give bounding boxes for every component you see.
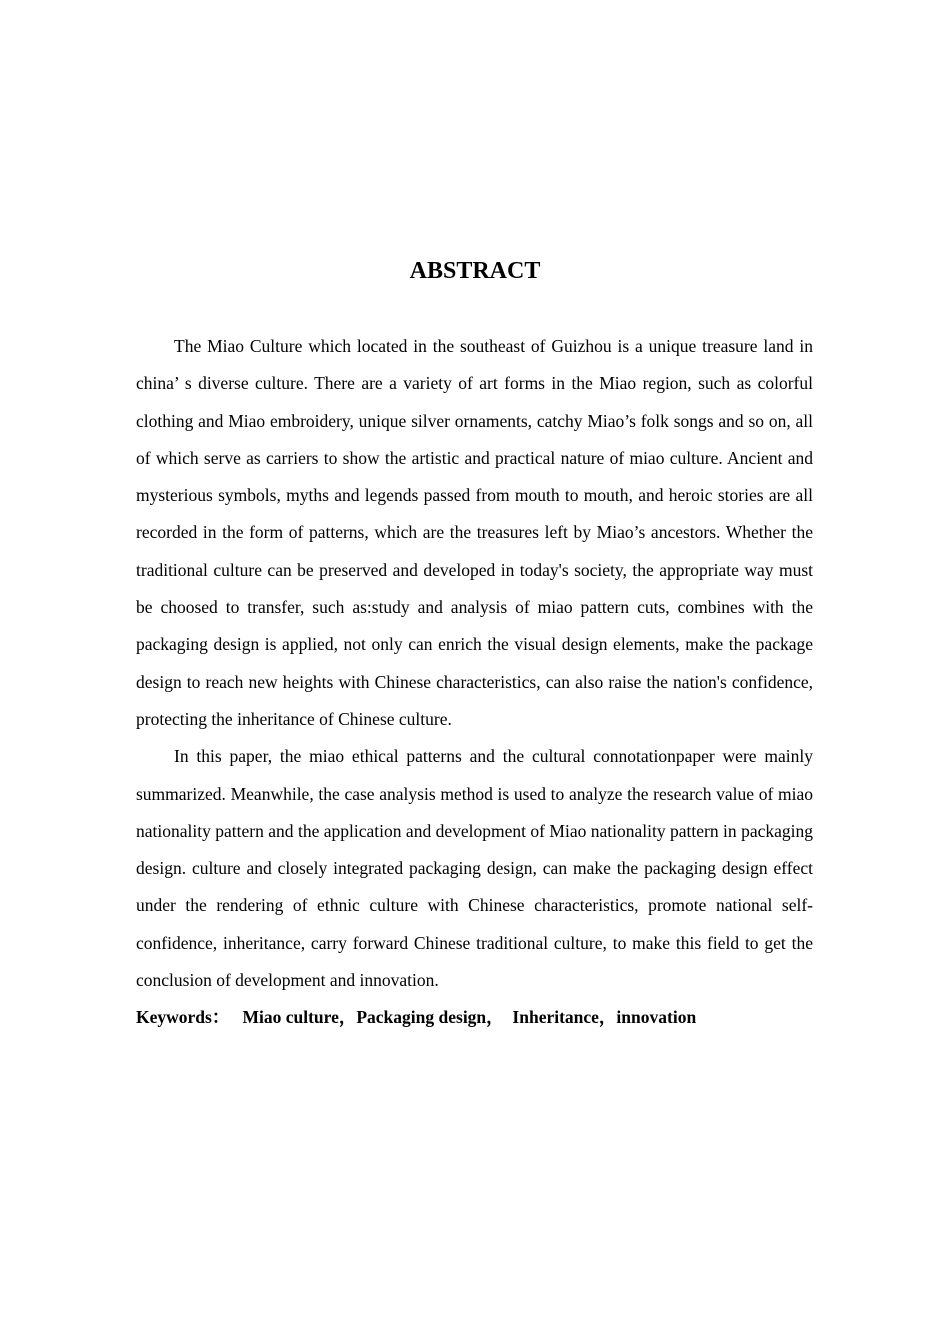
abstract-body bbox=[136, 328, 813, 1037]
abstract-paragraph-2: In this paper, the miao ethical patterns and the cultural connotationpaper were mainly summarized. Meanwhile, the case analysis method is used to analyze the research value of miao nationality pattern and the application and development of Miao nationality pattern in packaging design. culture and closely integrated packaging design, can make the packaging design effect under the rendering of ethnic culture with Chinese characteristics, promote national self-confidence, inheritance, carry forward Chinese traditional culture, to make this field to get the conclusion of development and innovation. bbox=[136, 746, 813, 991]
keywords-line bbox=[136, 999, 813, 1036]
keywords-label: Keywords： bbox=[136, 1007, 230, 1028]
abstract-paragraph-1: The Miao Culture which located in the southeast of Guizhou is a unique treasure land in china’ s diverse culture. There are a variety of art forms in the Miao region, such as colorful clothing and Miao embroidery, unique silver ornaments, catchy Miao’s folk songs and so on, all of which serve as carriers to show the artistic and practical nature of miao culture. Ancient and mysterious symbols, myths and legends passed from mouth to mouth, and heroic stories are all recorded in the form of patterns, which are the treasures left by Miao’s ancestors. Whether the traditional culture can be preserved and developed in today's society, the appropriate way must be choosed to transfer, such as:study and analysis of miao pattern cuts, combines with the packaging design is applied, not only can enrich the visual design elements, make the package design to reach new heights with Chinese characteristics, can also raise the nation's confidence, protecting the inheritance of Chinese culture. bbox=[136, 336, 813, 729]
keywords-text: Miao culture，Packaging design， Inheritance，innovation bbox=[242, 1007, 697, 1028]
abstract-title: ABSTRACT bbox=[409, 258, 541, 284]
